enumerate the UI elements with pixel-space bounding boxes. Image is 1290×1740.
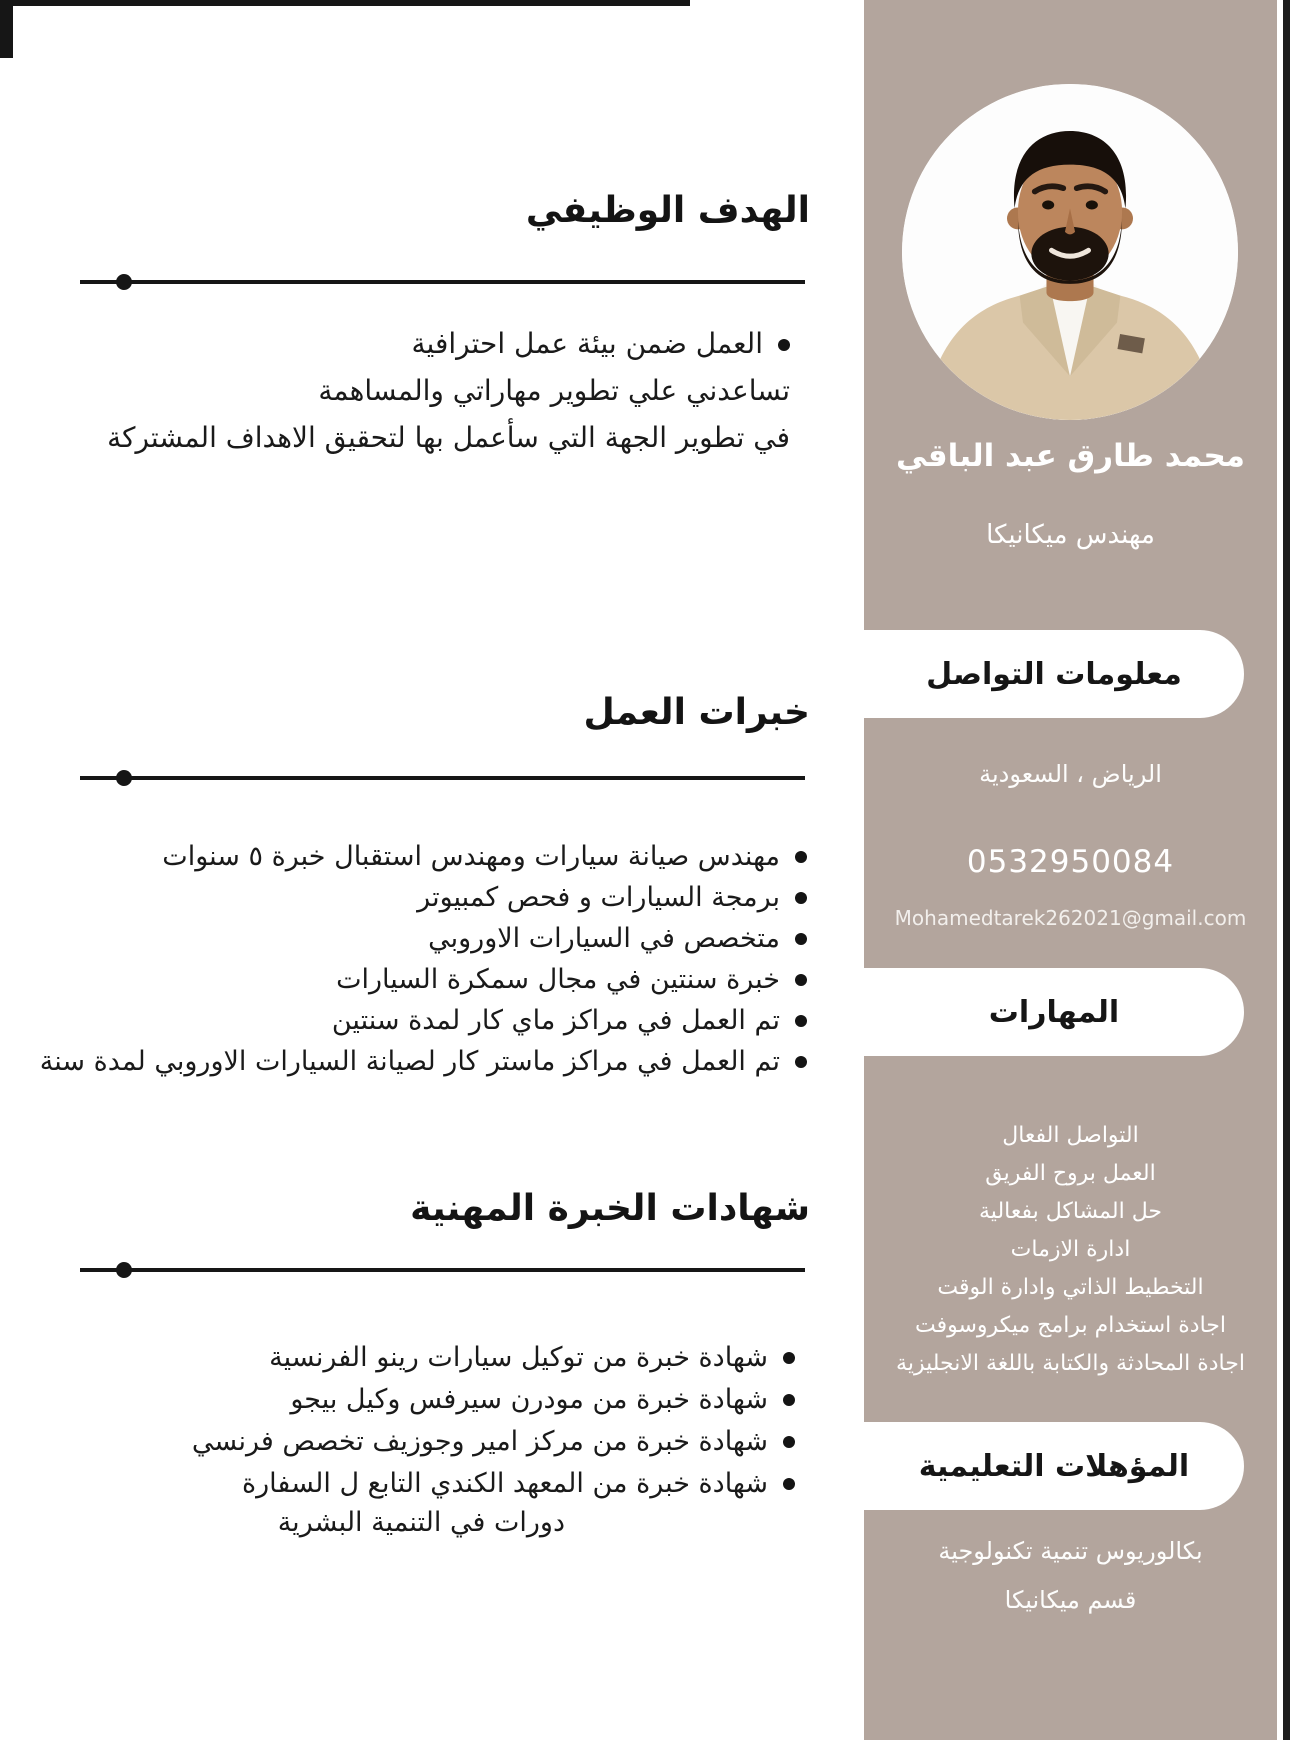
objective-text (107, 320, 790, 461)
experience-item: تم العمل في مراكز ماستر كار لصيانة السيارات الاوروبي لمدة سنة (40, 1041, 807, 1082)
education-department: قسم ميكانيكا (1004, 1586, 1137, 1614)
experience-item: خبرة سنتين في مجال سمكرة السيارات (40, 959, 807, 1000)
contact-location: الرياض ، السعودية (979, 760, 1162, 788)
certificate-item: شهادة خبرة من مودرن سيرفس وكيل بيجو (192, 1379, 795, 1421)
skills-section-title: المهارات (988, 994, 1120, 1030)
certificate-item: شهادة خبرة من مركز امير وجوزيف تخصص فرنسي (192, 1421, 795, 1463)
skills-list (864, 1117, 1277, 1383)
objective-line: تساعدني علي تطوير مهاراتي والمساهمة (318, 374, 790, 407)
contact-section-title: معلومات التواصل (926, 656, 1182, 692)
contact-section-header (864, 630, 1244, 718)
skill-item: التخطيط الذاتي وادارة الوقت (937, 1275, 1204, 1300)
certificates-section-title: شهادات الخبرة المهنية (410, 1188, 810, 1229)
skill-item: اجادة المحادثة والكتابة باللغة الانجليزية (896, 1351, 1245, 1376)
certificate-continuation-line: دورات في التنمية البشرية (277, 1507, 565, 1538)
skill-item: حل المشاكل بفعالية (979, 1199, 1162, 1224)
scan-edge-left (0, 0, 13, 58)
skill-item: العمل بروح الفريق (985, 1161, 1156, 1186)
experience-item: برمجة السيارات و فحص كمبيوتر (40, 877, 807, 918)
experience-item: تم العمل في مراكز ماي كار لمدة سنتين (40, 1000, 807, 1041)
divider-dot-icon (116, 274, 132, 290)
objective-divider (80, 280, 805, 284)
objective-line: في تطوير الجهة التي سأعمل بها لتحقيق الاهداف المشتركة (107, 421, 790, 454)
experience-item: مهندس صيانة سيارات ومهندس استقبال خبرة ٥ سنوات (40, 836, 807, 877)
person-job-title: مهندس ميكانيكا (986, 520, 1155, 550)
divider-dot-icon (116, 770, 132, 786)
divider-dot-icon (116, 1262, 132, 1278)
certificate-item: شهادة خبرة من المعهد الكندي التابع ل السفارة (192, 1463, 795, 1505)
objective-line: العمل ضمن بيئة عمل احترافية (107, 320, 790, 367)
certificates-divider (80, 1268, 805, 1272)
profile-photo (902, 84, 1238, 420)
objective-section-title: الهدف الوظيفي (525, 190, 810, 231)
contact-email: Mohamedtarek262021@gmail.com (894, 906, 1247, 930)
skill-item: اجادة استخدام برامج ميكروسوفت (915, 1313, 1226, 1338)
skill-item: ادارة الازمات (1010, 1237, 1131, 1262)
certificates-list (192, 1337, 795, 1505)
contact-phone: 0532950084 (966, 844, 1175, 880)
education-section-title: المؤهلات التعليمية (918, 1448, 1190, 1484)
scan-edge-right (1283, 0, 1290, 1740)
experience-section-title: خبرات العمل (583, 692, 810, 733)
experience-divider (80, 776, 805, 780)
person-name: محمد طارق عبد الباقي (896, 438, 1245, 474)
experience-item: متخصص في السيارات الاوروبي (40, 918, 807, 959)
education-degree: بكالوريوس تنمية تكنولوجية (938, 1537, 1203, 1565)
person-portrait-image (902, 84, 1238, 420)
skills-section-header (864, 968, 1244, 1056)
skill-item: التواصل الفعال (1002, 1123, 1139, 1148)
education-section-header (864, 1422, 1244, 1510)
experience-list (40, 836, 807, 1082)
scan-edge-top (0, 0, 690, 6)
certificate-item: شهادة خبرة من توكيل سيارات رينو الفرنسية (192, 1337, 795, 1379)
